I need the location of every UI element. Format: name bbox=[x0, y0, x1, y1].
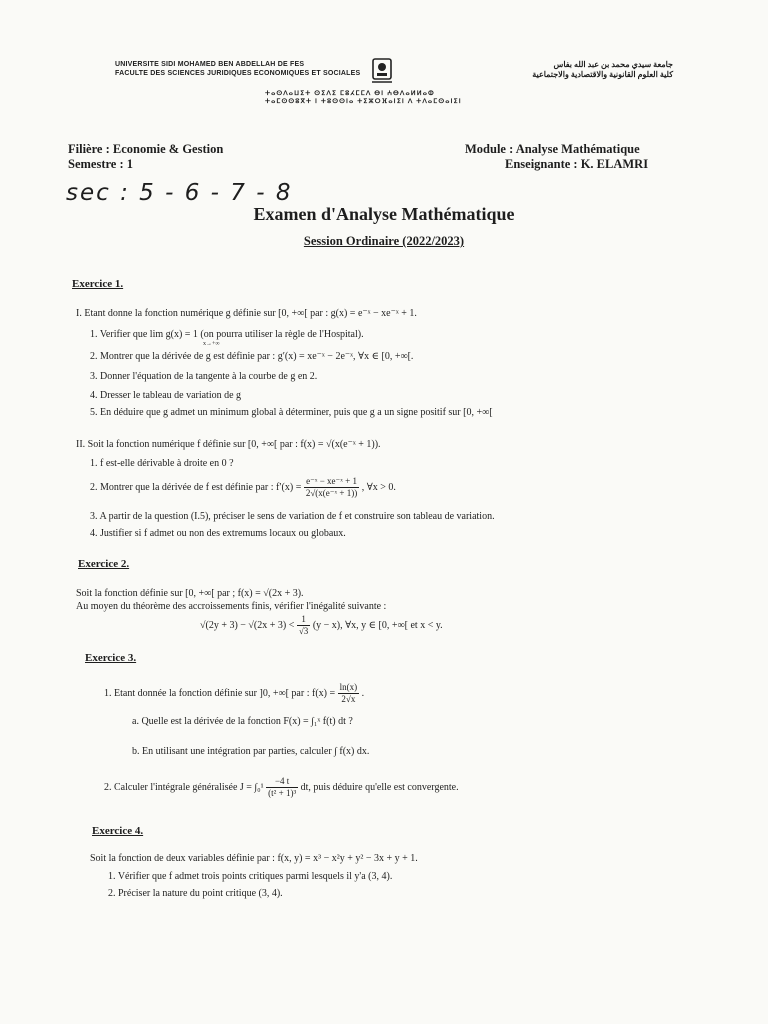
ex3-q1 bbox=[104, 682, 364, 705]
ex1-part1-q1: 1. Verifier que lim g(x) = 1 (on pourra utiliser la règle de l'Hospital). bbox=[90, 329, 364, 340]
ex1-part1-q5: 5. En déduire que g admet un minimum global à déterminer, puis que g a un signe positif sur [0, +∞[ bbox=[90, 407, 493, 418]
ex3-qb: b. En utilisant une intégration par parties, calculer ∫ f(x) dx. bbox=[132, 746, 370, 757]
university-name-fr: UNIVERSITE SIDI MOHAMED BEN ABDELLAH DE FES bbox=[115, 61, 305, 68]
ex1-part2-q3: 3. A partir de la question (I.5), préciser le sens de variation de f et construire son tableau de variation. bbox=[90, 511, 495, 522]
ex1-part2-q2-numerator: e⁻ˣ − xe⁻ˣ + 1 bbox=[304, 476, 359, 488]
semestre-label: Semestre : 1 bbox=[68, 157, 134, 171]
ex1-part2-q2-fraction bbox=[304, 476, 359, 499]
ex4-q2: 2. Préciser la nature du point critique (3, 4). bbox=[108, 888, 283, 899]
ex3-q1-fraction bbox=[338, 682, 360, 705]
tifinagh-line-1: ⵜⴰⵙⴷⴰⵡⵉⵜ ⵙⵉⴷⵉ ⵎⵓⵃⵎⵎⴷ ⴱⵏ ⵄⴱⴷⴰⵍⵍⴰⵀ bbox=[265, 90, 435, 97]
ex3-q2-denominator: (t² + 1)³ bbox=[268, 788, 297, 798]
ex4-intro: Soit la fonction de deux variables définie par : f(x, y) = x³ − x²y + y² − 3x + y + 1. bbox=[90, 853, 418, 864]
ex3-q2 bbox=[104, 776, 459, 799]
ex2-inequality-left: √(2y + 3) − √(2x + 3) < bbox=[200, 619, 295, 631]
ex3-q1-text: 1. Etant donnée la fonction définie sur ]0, +∞[ par : f(x) = bbox=[104, 687, 336, 699]
handwritten-sections: sec : 5 - 6 - 7 - 8 bbox=[66, 180, 293, 206]
exercise-4-heading: Exercice 4. bbox=[92, 825, 144, 837]
ex3-q2-numerator: −4 t bbox=[266, 776, 298, 788]
ex3-q1-denominator: 2√x bbox=[341, 694, 356, 704]
ex4-q1: 1. Vérifier que f admet trois points critiques parmi lesquels il y'a (3, 4). bbox=[108, 871, 393, 882]
ex2-inequality-denominator: √3 bbox=[298, 626, 309, 636]
ex1-part2-q2-denominator: 2√(x(e⁻ˣ + 1)) bbox=[305, 488, 358, 498]
ex1-part2-q4: 4. Justifier si f admet ou non des extremums locaux ou globaux. bbox=[90, 528, 346, 539]
ex2-inequality bbox=[200, 614, 443, 637]
course-info-left bbox=[68, 142, 223, 172]
ex2-inequality-right: (y − x), ∀x, y ∈ [0, +∞[ et x < y. bbox=[312, 619, 443, 631]
ex3-q2-suffix: dt, puis déduire qu'elle est convergente. bbox=[300, 781, 459, 793]
ex2-inequality-numerator: 1 bbox=[297, 614, 310, 626]
university-header-tifinagh bbox=[265, 90, 462, 106]
university-header-ar bbox=[532, 60, 673, 80]
university-header-fr bbox=[115, 60, 360, 78]
faculty-name-ar: كلية العلوم القانونية والاقتصادية والاجتماعية bbox=[532, 70, 673, 79]
ex3-q1-numerator: ln(x) bbox=[339, 682, 358, 692]
university-name-ar: جامعة سيدي محمد بن عبد الله بفاس bbox=[553, 60, 673, 69]
module-label: Module : Analyse Mathématique bbox=[465, 142, 640, 156]
ex2-line1: Soit la fonction définie sur [0, +∞[ par ; f(x) = √(2x + 3). bbox=[76, 588, 304, 599]
course-info-right bbox=[465, 142, 648, 172]
ex1-part2-q2-suffix: , ∀x > 0. bbox=[361, 481, 396, 493]
ex3-q2-text: 2. Calculer l'intégrale généralisée J = ∫₀¹ bbox=[104, 781, 264, 793]
faculty-name-fr: FACULTE DES SCIENCES JURIDIQUES ECONOMIQUES ET SOCIALES bbox=[115, 70, 361, 77]
exercise-1-heading: Exercice 1. bbox=[72, 278, 124, 290]
tifinagh-line-2: ⵜⴰⵎⵙⵙⵓⴳⵜ ⵏ ⵜⵓⵙⵙⵏⴰ ⵜⵉⵣⵔⴼⴰⵏⵉⵏ ⴷ ⵜⴷⴰⵎⵙⴰⵏⵉⵏ bbox=[265, 98, 462, 105]
exam-session: Session Ordinaire (2022/2023) bbox=[303, 234, 465, 248]
ex1-part2-q2-text: 2. Montrer que la dérivée de f est définie par : f′(x) = bbox=[90, 481, 302, 493]
ex3-qa: a. Quelle est la dérivée de la fonction F(x) = ∫₁ˣ f(t) dt ? bbox=[132, 716, 353, 727]
ex2-inequality-fraction bbox=[297, 614, 310, 637]
ex1-part1-q2: 2. Montrer que la dérivée de g est définie par : g′(x) = xe⁻ˣ − 2e⁻ˣ, ∀x ∈ [0, +∞[. bbox=[90, 351, 414, 362]
exercise-2-heading: Exercice 2. bbox=[78, 558, 130, 570]
exercise-3-heading: Exercice 3. bbox=[85, 652, 137, 664]
ex1-part1-intro: I. Etant donne la fonction numérique g définie sur [0, +∞[ par : g(x) = e⁻ˣ − xe⁻ˣ + 1. bbox=[76, 308, 417, 319]
exam-title: Examen d'Analyse Mathématique bbox=[253, 204, 515, 224]
ex1-part1-q4: 4. Dresser le tableau de variation de g bbox=[90, 390, 242, 401]
filiere-label: Filière : Economie & Gestion bbox=[68, 142, 224, 156]
ex2-line2: Au moyen du théorème des accroissements finis, vérifier l'inégalité suivante : bbox=[76, 601, 387, 612]
ex1-part2-intro: II. Soit la fonction numérique f définie sur [0, +∞[ par : f(x) = √(x(e⁻ˣ + 1)). bbox=[76, 439, 381, 450]
ex3-q2-fraction bbox=[266, 776, 298, 799]
ex3-q1-suffix: . bbox=[361, 687, 365, 699]
ex1-part2-q2 bbox=[90, 476, 396, 499]
enseignante-label: Enseignante : K. ELAMRI bbox=[505, 157, 649, 171]
ex1-part1-q1-limit-sub: x→+∞ bbox=[203, 341, 220, 347]
ex1-part1-q3: 3. Donner l'équation de la tangente à la courbe de g en 2. bbox=[90, 371, 318, 382]
ex1-part2-q1: 1. f est-elle dérivable à droite en 0 ? bbox=[90, 458, 234, 469]
university-logo-icon bbox=[370, 56, 394, 84]
